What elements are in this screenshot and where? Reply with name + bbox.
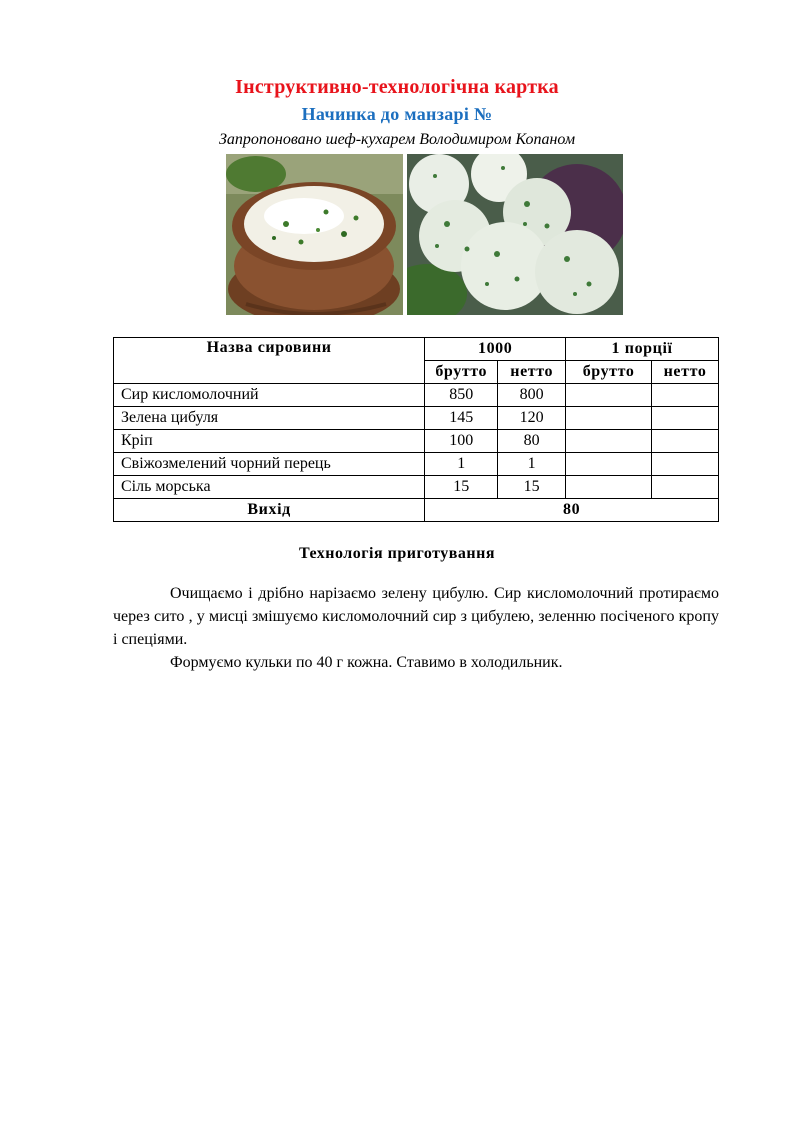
technology-paragraph: Очищаємо і дрібно нарізаємо зелену цибулю. Сир кисломолочний протираємо через сито , у мисці змішуємо кисломолочний сир з цибулею, зеленню посіченого кропу і спеціями.: [113, 585, 719, 648]
yield-label: Вихід: [114, 499, 425, 522]
dish-subtitle: Начинка до манзарі №: [301, 104, 493, 124]
cheese-balls-photo: [407, 154, 623, 315]
ingredient-brutto: 145: [425, 407, 498, 430]
table-row: [114, 476, 719, 499]
column-header-name: Назва сировини: [114, 338, 425, 384]
column-header-portion-netto: нетто: [652, 361, 719, 384]
portion-brutto: [566, 430, 652, 453]
author-line: Запропоновано шеф-кухарем Володимиром Копаном: [218, 131, 576, 148]
column-header-netto: нетто: [498, 361, 566, 384]
ingredient-netto: 15: [498, 476, 566, 499]
portion-brutto: [566, 407, 652, 430]
yield-row: [114, 499, 719, 522]
ingredient-brutto: 1: [425, 453, 498, 476]
table-row: [114, 430, 719, 453]
ingredient-name: Сіль морська: [114, 476, 425, 499]
portion-netto: [652, 453, 719, 476]
ingredient-name: Кріп: [114, 430, 425, 453]
portion-brutto: [566, 384, 652, 407]
technology-paragraph: Формуємо кульки по 40 г кожна. Ставимо в холодильник.: [170, 654, 563, 671]
cheese-spread-bowl-photo: [226, 154, 403, 315]
ingredients-table: [113, 337, 719, 522]
portion-netto: [652, 407, 719, 430]
portion-netto: [652, 384, 719, 407]
ingredient-brutto: 15: [425, 476, 498, 499]
column-group-1000: 1000: [425, 338, 566, 361]
ingredient-netto: 120: [498, 407, 566, 430]
technology-title: Технологія приготування: [298, 545, 496, 562]
portion-netto: [652, 430, 719, 453]
table-header-row: [114, 338, 719, 361]
document-title: Інструктивно-технологічна картка: [235, 76, 559, 98]
column-group-portion: 1 порції: [566, 338, 719, 361]
table-row: [114, 384, 719, 407]
portion-netto: [652, 476, 719, 499]
portion-brutto: [566, 453, 652, 476]
ingredient-name: Зелена цибуля: [114, 407, 425, 430]
yield-value: 80: [425, 499, 719, 522]
ingredient-netto: 1: [498, 453, 566, 476]
ingredient-netto: 80: [498, 430, 566, 453]
ingredient-netto: 800: [498, 384, 566, 407]
column-header-portion-brutto: брутто: [566, 361, 652, 384]
ingredient-brutto: 850: [425, 384, 498, 407]
technology-text: [113, 582, 719, 674]
ingredient-brutto: 100: [425, 430, 498, 453]
table-row: [114, 407, 719, 430]
ingredient-name: Свіжозмелений чорний перець: [114, 453, 425, 476]
table-row: [114, 453, 719, 476]
column-header-brutto: брутто: [425, 361, 498, 384]
ingredient-name: Сир кисломолочний: [114, 384, 425, 407]
portion-brutto: [566, 476, 652, 499]
